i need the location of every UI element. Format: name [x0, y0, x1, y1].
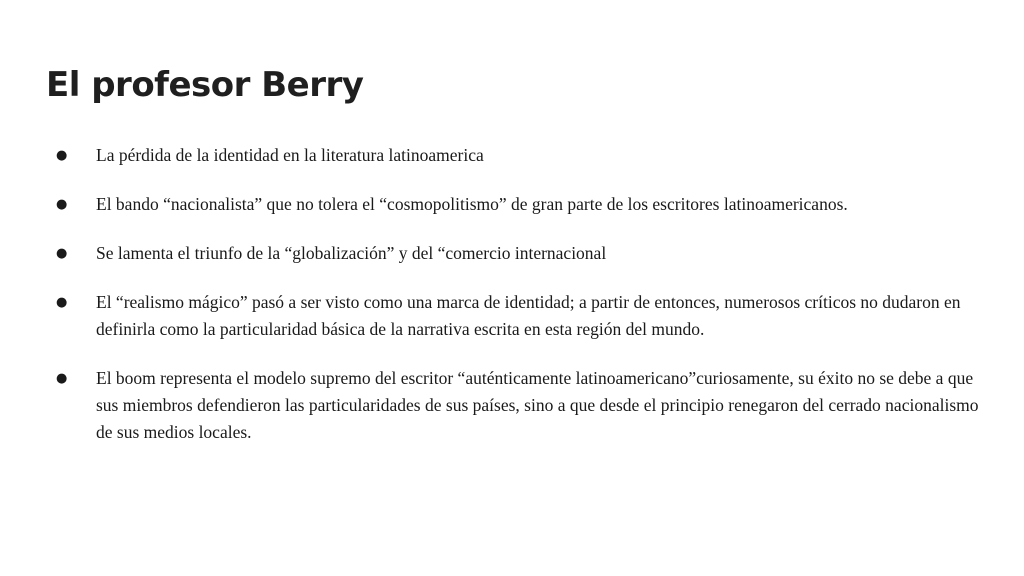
bullet-icon: ●: [56, 148, 68, 163]
list-item: [56, 289, 986, 343]
bullet-text: La pérdida de la identidad en la literatura latinoamerica: [96, 145, 484, 165]
bullet-text: El boom representa el modelo supremo del escritor “auténticamente latinoamericano”curiosamente, su éxito no se debe a que sus miembros defendieron las particularidades de sus países, sino a que desde el principio renegaron del cerrado nacionalismo de sus medios locales.: [96, 368, 979, 442]
list-item: [56, 240, 986, 267]
bullet-text: Se lamenta el triunfo de la “globalización” y del “comercio internacional: [96, 243, 607, 263]
list-item: [56, 365, 986, 446]
list-item: [56, 191, 986, 218]
bullet-icon: ●: [56, 295, 68, 310]
bullet-text: El bando “nacionalista” que no tolera el “cosmopolitismo” de gran parte de los escritores latinoamericanos.: [96, 194, 848, 214]
bullet-list: [56, 142, 986, 468]
bullet-icon: ●: [56, 371, 68, 386]
bullet-icon: ●: [56, 197, 68, 212]
bullet-text: El “realismo mágico” pasó a ser visto como una marca de identidad; a partir de entonces, numerosos críticos no dudaron en definirla como la particularidad básica de la narrativa escrita en esta región del mundo.: [96, 292, 961, 339]
list-item: [56, 142, 986, 169]
slide-title: El profesor Berry: [46, 65, 364, 105]
bullet-icon: ●: [56, 246, 68, 261]
